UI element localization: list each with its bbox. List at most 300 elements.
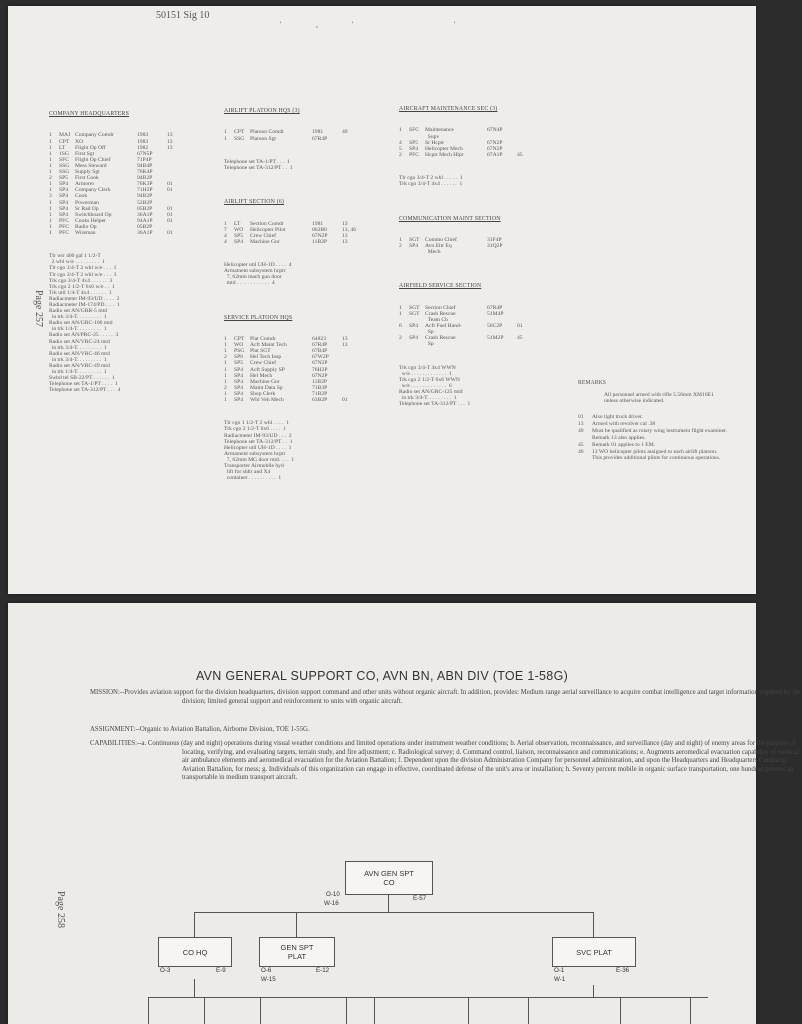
personnel-title: Company Comdr — [75, 132, 114, 139]
personnel-qty: 1 — [224, 390, 227, 397]
personnel-title: Plat Comdr — [250, 336, 276, 343]
personnel-rank: SP4 — [234, 238, 244, 245]
personnel-qty: 1 — [49, 132, 52, 139]
personnel-remark: 01 — [517, 323, 523, 329]
personnel-row — [399, 311, 549, 323]
remark-code: 13 — [578, 421, 584, 428]
personnel-rank: MAJ — [59, 132, 71, 139]
personnel-mos: 67N4P — [487, 127, 503, 134]
org-box-avn-gen-spt-co — [345, 861, 433, 895]
personnel-rank: SP4 — [59, 211, 69, 218]
personnel-remark: 13 — [342, 238, 348, 245]
personnel-rank: WO — [234, 342, 244, 349]
personnel-rank: SP4 — [59, 199, 69, 206]
personnel-mos: 1981 — [312, 129, 324, 136]
personnel-title: Cook — [75, 193, 88, 200]
personnel-title: Flight Op Off — [75, 144, 106, 151]
page-number-label: Page 257 — [33, 290, 44, 327]
personnel-mos: 71B3P — [312, 384, 328, 391]
personnel-qty: 1 — [224, 348, 227, 355]
personnel-title: Powerman — [75, 199, 99, 206]
personnel-qty: 1 — [49, 162, 52, 169]
personnel-qty: 4 — [399, 139, 402, 146]
org-connector — [593, 912, 594, 937]
personnel-rank: SP5 — [59, 175, 69, 182]
personnel-rank: SSG — [234, 135, 245, 142]
remark-text: Must be qualified as rotary wing instrument flight examiner. Remark 13 also applies. — [592, 428, 727, 441]
org-connector — [690, 997, 691, 1024]
remark-text: Also light truck driver. — [592, 414, 643, 421]
document-title: AVN GENERAL SUPPORT CO, AVN BN, ABN DIV (TOE 1-58G) — [195, 669, 569, 683]
equipment-list: Trk cgo 3/4-T 4x4 WWN w/e . . . . . . . . . . . . . 1 Trk cgo 2 1/2-T 6x6 WWN w/e . . . . . . . . . . . . . 6 Radio set AN/GRC-125 mtd in trk 3/4-T. . . . . . . . . 1 Telephone set TA-312/PT . . . 1 — [399, 364, 471, 408]
section-title: COMPANY HEADQUARTERS — [49, 111, 130, 118]
personnel-remark: 13 — [167, 144, 173, 151]
personnel-qty: 1 — [224, 342, 227, 349]
personnel-rank: SP4 — [234, 384, 244, 391]
personnel-title: Company Clerk — [75, 187, 111, 194]
personnel-qty: 5 — [399, 145, 402, 152]
org-box-label: CO HQ — [182, 947, 208, 957]
personnel-rank: SP6 — [234, 354, 244, 361]
personnel-qty: 2 — [399, 151, 402, 158]
org-warrant-count: W-16 — [324, 900, 339, 907]
personnel-rank: PFC — [59, 217, 69, 224]
personnel-mos: 67R4P — [487, 304, 503, 311]
personnel-title: First Sgt — [75, 150, 95, 157]
org-connector — [593, 985, 594, 997]
personnel-rank: SP4 — [234, 390, 244, 397]
personnel-mos: 11B2P — [312, 238, 328, 245]
personnel-rank: SP4 — [234, 397, 244, 404]
remark-item — [578, 449, 728, 461]
personnel-row — [224, 136, 374, 142]
remark-code: 40 — [578, 428, 584, 435]
personnel-qty: 2 — [399, 242, 402, 249]
org-officer-count: O-6 — [261, 967, 272, 974]
remark-item — [578, 428, 728, 440]
personnel-mos: 94A1P — [137, 217, 153, 224]
personnel-rank: SGT — [409, 304, 420, 311]
personnel-title: Section Comdr — [250, 220, 284, 227]
org-connector — [468, 997, 469, 1024]
org-enlisted-count: E-12 — [316, 967, 330, 974]
personnel-rank: SP4 — [409, 145, 419, 152]
personnel-row — [224, 239, 374, 245]
remark-item — [578, 414, 728, 420]
personnel-title: Helicopter Pilot — [250, 226, 286, 233]
personnel-title: Wireman — [75, 229, 96, 236]
section-title: COMMUNICATION MAINT SECTION — [399, 215, 501, 222]
personnel-mos: 67N2P — [312, 360, 328, 367]
org-connector — [620, 997, 621, 1024]
capabilities-text: a. Continuous (day and night) operations during visual weather conditions and limited operations under instrument weather conditions; b. Aerial observation, reconnaissance, and surveillance (day and night) of enemy areas for the purpose of locating, verifying, and evaluating targets, terrain study, and fire adjustment; c. Radiological survey; d. Command control, liaison, reconnaissance and communications; e. Augments aeromedical evacuation capability of medical air ambulance elements and aeromedical evacuation for the Aviation Battalion; f. Dependent upon the division Administration Company for personnel administration, and upon the Headquarters and Headquarters Company, Aviation Battalion, for mess; g. Individuals of this organization can engage in effective, coordinated defense of the unit's area or installation; h. Seventy percent mobile in organic surface transportation, one hundred percent air transportable in medium transport aircraft. — [141, 740, 800, 782]
org-connector — [296, 912, 297, 937]
personnel-rank: 1SG — [59, 150, 69, 157]
personnel-mos: 67N2P — [487, 145, 503, 152]
personnel-mos: 94B4P — [137, 162, 153, 169]
personnel-remark: 13 — [342, 220, 348, 227]
personnel-title: Sr Rad Op — [75, 205, 99, 212]
personnel-title: Machine Gnr — [250, 378, 280, 385]
personnel-mos: 71H2P — [137, 187, 153, 194]
remarks-intro: All personnel armed with rifle 5.56mm XM16E1 unless otherwise indicated. — [604, 392, 714, 405]
personnel-table — [49, 132, 199, 236]
company-headquarters-section — [49, 99, 199, 406]
personnel-row — [399, 335, 549, 347]
section-title: AIRLIFT PLATOON HQS (3) — [224, 108, 300, 115]
personnel-remark: 01 — [167, 211, 173, 218]
personnel-qty: 1 — [224, 336, 227, 343]
personnel-qty: 2 — [224, 384, 227, 391]
personnel-qty: 1 — [224, 378, 227, 385]
org-warrant-count: W-15 — [261, 976, 276, 983]
personnel-title: First Cook — [75, 175, 99, 182]
personnel-title: Hcptr Mech Hlpr — [425, 151, 464, 158]
org-box-svc-plat — [552, 937, 636, 967]
personnel-title: Flight Op Chief — [75, 156, 111, 163]
org-connector — [194, 912, 195, 937]
personnel-mos: 1983 — [137, 132, 149, 139]
personnel-mos: 36A1P — [137, 211, 153, 218]
personnel-title: Crash Rescue Team Ch — [425, 310, 456, 323]
personnel-title: Hel Mech — [250, 372, 273, 379]
personnel-rank: SP4 — [409, 242, 419, 249]
personnel-rank: SP4 — [409, 323, 419, 329]
personnel-row — [399, 323, 549, 335]
personnel-table — [399, 237, 549, 255]
personnel-title: Whl Veh Mech — [250, 397, 284, 404]
personnel-remark: 45 — [517, 335, 523, 342]
personnel-remark — [517, 243, 529, 255]
personnel-title: Helicopter Mech — [425, 145, 463, 152]
personnel-rank: SP4 — [59, 187, 69, 194]
personnel-rank: SP4 — [59, 193, 69, 200]
personnel-mos: 76H2P — [312, 366, 328, 373]
personnel-qty: 1 — [49, 138, 52, 145]
personnel-mos: 76K4P — [137, 169, 153, 176]
personnel-qty: 1 — [49, 144, 52, 151]
personnel-rank: CPT — [234, 336, 245, 343]
personnel-title: Acft Supply SP — [250, 366, 285, 373]
personnel-mos: 94B2P — [137, 175, 153, 182]
personnel-remark: 01 — [342, 397, 348, 404]
personnel-title: Plat SGT — [250, 348, 271, 355]
org-connector — [374, 997, 375, 1024]
personnel-mos: 31Q2P — [487, 242, 503, 249]
personnel-mos: 51M4P — [487, 310, 504, 317]
personnel-mos: 51M2P — [487, 335, 504, 342]
personnel-title: Switchboard Op — [75, 211, 112, 218]
personnel-mos: 67R4P — [312, 135, 328, 142]
org-connector — [260, 997, 261, 1024]
page-number-label: Page 258 — [55, 891, 66, 928]
personnel-table — [224, 221, 374, 245]
personnel-qty: 1 — [49, 187, 52, 194]
personnel-mos: 76K3P — [137, 181, 153, 188]
personnel-mos: 67B4P — [312, 348, 328, 355]
mission-paragraph — [90, 689, 802, 706]
personnel-qty: 1 — [399, 127, 402, 134]
personnel-title: Shop Clerk — [250, 390, 276, 397]
personnel-rank: WO — [234, 226, 244, 233]
personnel-mos: 05B2P — [137, 223, 153, 230]
personnel-mos: 31F4P — [487, 236, 502, 243]
document-page-258 — [8, 603, 801, 1024]
assignment-label: ASSIGNMENT:-- — [90, 726, 140, 733]
remark-text: Armed with revolver cal .38 — [592, 421, 656, 428]
personnel-title: Machine Gnr — [250, 238, 280, 245]
personnel-remark — [342, 136, 354, 142]
personnel-remark: 01 — [167, 217, 173, 224]
personnel-remark — [517, 311, 529, 323]
personnel-rank: LT — [59, 144, 66, 151]
personnel-rank: SP4 — [234, 366, 244, 373]
personnel-qty: 1 — [224, 372, 227, 379]
personnel-title: Crew Chief — [250, 232, 276, 239]
org-connector — [194, 912, 594, 913]
personnel-title: Acft Maint Tech — [250, 342, 287, 349]
personnel-remark: 01 — [167, 205, 173, 212]
personnel-rank: SP4 — [234, 378, 244, 385]
page-mark: , — [316, 20, 318, 29]
personnel-mos: 94B2P — [137, 193, 153, 200]
personnel-row — [399, 127, 549, 139]
personnel-title: Maint Data Sp — [250, 384, 283, 391]
personnel-mos: 71P4P — [137, 156, 152, 163]
personnel-title: Mess Steward — [75, 162, 107, 169]
remark-code: 46 — [578, 448, 584, 455]
personnel-mos: 71B2P — [312, 390, 328, 397]
org-box-label: AVN GEN SPT CO — [364, 869, 414, 887]
equipment-list: Tlr cgo 3/4-T 2 whl . . . . . 1 Trk cgo 3/4-T 4x4 . . . . . . 1 — [399, 175, 463, 188]
personnel-rank: CPT — [59, 138, 70, 145]
section-title: AIRFIELD SERVICE SECTION — [399, 283, 482, 290]
personnel-qty: 4 — [224, 232, 227, 239]
equipment-list: Helicopter util UH-1D . . . . 4 Armament subsystem hcptr 7, 62mm mach gun door mtd . . . . . . . . . . . . 4 — [224, 262, 292, 287]
personnel-rank: SGT — [409, 310, 420, 317]
org-connector — [148, 997, 149, 1024]
org-box-label: SVC PLAT — [576, 947, 612, 957]
personnel-qty: 1 — [224, 366, 227, 373]
assignment-text: Organic to Aviation Battalion, Airborne Division, TOE 1-55G. — [139, 726, 310, 733]
org-warrant-count: W-1 — [554, 976, 566, 983]
remark-text: Remark 01 applies to 1 EM. — [592, 441, 656, 448]
personnel-row — [49, 230, 199, 236]
personnel-mos: 67N2P — [312, 372, 328, 379]
remark-item — [578, 421, 728, 427]
document-header-number: 50151 Sig 10 — [156, 10, 210, 21]
personnel-qty: 1 — [49, 205, 52, 212]
airlift-and-service-column — [224, 96, 374, 493]
personnel-remark: 13 — [342, 232, 348, 239]
personnel-qty: 2 — [49, 175, 52, 182]
personnel-mos: 67N2P — [487, 139, 503, 146]
personnel-row — [224, 397, 374, 403]
personnel-title: XO — [75, 138, 84, 145]
personnel-qty: 1 — [49, 150, 52, 157]
personnel-mos: 64823 — [312, 336, 326, 343]
personnel-remark: 13 — [342, 336, 348, 343]
org-box-co-hq — [158, 937, 232, 967]
personnel-rank: SSG — [59, 169, 70, 176]
remark-text: 13 WO helicopter pilots assigned to each airlift platoon. This provides additional pilots for continuous operations. — [592, 448, 721, 461]
personnel-rank: SP5 — [234, 232, 244, 239]
personnel-qty: 1 — [49, 211, 52, 218]
personnel-qty: 1 — [49, 217, 52, 224]
personnel-remark: 01 — [167, 187, 173, 194]
personnel-rank: SP4 — [234, 372, 244, 379]
personnel-qty: 1 — [49, 229, 52, 236]
personnel-title: Supply Sgt — [75, 169, 100, 176]
mission-label: MISSION:-- — [90, 689, 125, 696]
personnel-qty: 3 — [49, 193, 52, 200]
personnel-qty: 2 — [399, 335, 402, 342]
personnel-rank: CPT — [234, 129, 245, 136]
capabilities-paragraph — [90, 740, 802, 783]
remarks-section — [578, 380, 728, 462]
maintenance-column — [399, 94, 549, 419]
document-page-257 — [8, 6, 756, 594]
personnel-qty: 1 — [224, 129, 227, 136]
personnel-table — [224, 129, 374, 141]
personnel-title: Armorer — [75, 181, 95, 188]
personnel-qty: 1 — [224, 135, 227, 142]
assignment-paragraph — [90, 726, 710, 735]
personnel-title: Hel Tech Insp — [250, 354, 282, 361]
personnel-qty: 1 — [399, 236, 402, 243]
personnel-mos: 05B2P — [137, 205, 153, 212]
personnel-mos: 67N2P — [312, 232, 328, 239]
personnel-remark: 01 — [167, 229, 173, 236]
remarks-list — [578, 414, 728, 461]
personnel-rank: PSG — [234, 348, 245, 355]
personnel-mos: 67W2P — [312, 354, 329, 361]
personnel-qty: 1 — [49, 181, 52, 188]
personnel-mos: 11B2P — [312, 378, 328, 385]
mission-text: Provides aviation support for the division headquarters, division support command and other units without organic aircraft. In addition, provides: Medium range aerial surveillance to acquire combat intelligence and target information required by the division; limited general support and reinforcement to units with organic aircraft. — [124, 689, 801, 705]
personnel-mos: 1982 — [137, 144, 149, 151]
personnel-table — [224, 336, 374, 403]
org-enlisted-count: E-36 — [616, 967, 630, 974]
personnel-rank: SP5 — [234, 360, 244, 367]
personnel-qty: 1 — [49, 156, 52, 163]
remark-code: 45 — [578, 441, 584, 448]
personnel-mos: 52B2P — [137, 199, 153, 206]
org-officer-count: O-10 — [326, 891, 340, 898]
section-title: SERVICE PLATOON HQS — [224, 314, 293, 321]
personnel-title: Sr Hcptr — [425, 139, 445, 146]
personnel-qty: 7 — [224, 226, 227, 233]
personnel-remark: 45 — [517, 151, 523, 158]
personnel-table — [399, 127, 549, 157]
personnel-mos: 36A1P — [137, 229, 153, 236]
personnel-title: Acft Fuel Hand- Sp — [425, 323, 462, 336]
personnel-qty: 1 — [224, 360, 227, 367]
personnel-rank: SP4 — [409, 335, 419, 342]
personnel-qty: 1 — [399, 310, 402, 317]
personnel-rank: PFC — [59, 223, 69, 230]
section-title: AIRLIFT SECTION (6) — [224, 199, 285, 206]
personnel-qty: 1 — [224, 220, 227, 227]
personnel-remark: 01 — [167, 181, 173, 188]
personnel-qty: 1 — [399, 304, 402, 311]
personnel-qty: 6 — [399, 323, 402, 329]
equipment-list: Tlr cgo 1 1/2-T 2 whl . . . . 1 Trk cgo 2 1/2-T 6x6 . . . . 1 Radiacmeter IM-93/UD . . . 2 Telephone set TA-312/PT . . 1 Helicopter util UH-1D . . . . 1 Armament subsystem hcptr 7, 62mm MG door mtd. . . . 1 Transporter Airmobile hyd lift for shltr and X4 container . . . . . . . . . . 1 — [224, 420, 295, 482]
personnel-qty: 4 — [224, 238, 227, 245]
org-connector — [204, 997, 205, 1024]
page-mark: ' — [352, 20, 354, 29]
personnel-rank: SP4 — [59, 205, 69, 212]
personnel-title: Radio Op — [75, 223, 97, 230]
personnel-rank: SSG — [59, 162, 70, 169]
personnel-rank: SP4 — [59, 181, 69, 188]
personnel-qty: 1 — [49, 223, 52, 230]
org-connector — [194, 979, 195, 997]
personnel-remark: 13, 46 — [342, 226, 356, 233]
personnel-rank: PFC — [409, 151, 419, 158]
personnel-rank: PFC — [59, 229, 69, 236]
personnel-title: Section Chief — [425, 304, 456, 311]
remarks-title: REMARKS — [578, 380, 607, 386]
personnel-qty: 1 — [224, 397, 227, 404]
personnel-remark: 40 — [342, 129, 348, 136]
personnel-mos: 062B0 — [312, 226, 327, 233]
personnel-title: Crash Rescue Sp — [425, 335, 456, 348]
personnel-mos: 63B2P — [312, 397, 328, 404]
remark-code: 01 — [578, 414, 584, 421]
personnel-remark — [517, 127, 529, 139]
personnel-title: Cooks Helper — [75, 217, 106, 224]
org-box-gen-spt-plat — [259, 937, 335, 967]
personnel-qty: 2 — [224, 354, 227, 361]
org-connector — [148, 997, 708, 998]
personnel-title: Platoon Sgt — [250, 135, 276, 142]
personnel-qty: 1 — [49, 169, 52, 176]
capabilities-label: CAPABILITIES:-- — [90, 740, 142, 747]
personnel-row — [399, 243, 549, 255]
personnel-remark: 13 — [342, 342, 348, 349]
personnel-rank: SGT — [409, 236, 420, 243]
page-mark: ' — [454, 20, 456, 29]
personnel-title: Maintenance Supv — [425, 127, 454, 140]
org-officer-count: O-1 — [554, 967, 565, 974]
personnel-row — [399, 152, 549, 158]
org-officer-count: O-3 — [160, 967, 171, 974]
org-connector — [346, 997, 347, 1024]
personnel-title: Commo Chief — [425, 236, 457, 243]
equipment-list: Tlr wtr 400 gal 1 1/2-T 2 whl w/e . . . . . . . . . 1 Tlr cgo 1/4-T 2 whl w/e . . . 1 Tlr cgo 3/4-T 2 whl w/e . . . 3 Trk cgo 3/4-T 4x4 . . . . . . 3 Trk cgo 2 1/2-T 6x6 w/e . . 1 Trk util 1/4-T 4x4 . . . . . . 1 Radiacmeter IM-93/UD . . . . 2 Radiacmeter IM-174/PD. . . . 1 Radio set AN/GRR-5 mtd in trk 3/4-T. . . . . . . . . 1 Radio set AN/GRC-106 mtd in trk 1/4-T. . . . . . . . . 1 Radio set AN/PRC-25 . . . . . 3 Radio set AN/VRC-24 mtd in trk 3/4-T. . . . . . . . . 1 Radio set AN/VRC-46 mtd in trk 3/4-T. . . . . . . . . 1 Radio set AN/VRC-49 mtd in trk 1/4-T. . . . . . . . . 1 Swbd tel SB-22/PT . . . . . . 1 Telephone set TA-1/PT . . . . 1 Telephone set TA-312/PT . . . 4 — [49, 253, 121, 394]
org-enlisted-count: E-9 — [216, 967, 226, 974]
page-mark: ' — [280, 20, 282, 29]
org-enlisted-count: E-57 — [413, 895, 427, 902]
section-title: AIRCRAFT MAINTENANCE SEC (3) — [399, 106, 498, 113]
personnel-mos: 1981 — [312, 220, 324, 227]
org-box-label: GEN SPT PLAT — [280, 943, 314, 961]
org-connector — [528, 997, 529, 1024]
equipment-list: Telephone set TA-1/PT . . . 1 Telephone set TA-312/PT . . 1 — [224, 158, 293, 171]
personnel-mos: 56C2P — [487, 323, 503, 329]
personnel-mos: 1983 — [137, 138, 149, 145]
personnel-table — [399, 305, 549, 348]
personnel-remark: 13 — [167, 138, 173, 145]
personnel-remark: 13 — [167, 132, 173, 139]
personnel-rank: SP5 — [409, 139, 419, 146]
personnel-qty: 1 — [49, 199, 52, 206]
personnel-rank: SFC — [59, 156, 69, 163]
remark-item — [578, 442, 728, 448]
personnel-mos: 67R4P — [312, 342, 328, 349]
personnel-mos: 67N5P — [137, 150, 153, 157]
